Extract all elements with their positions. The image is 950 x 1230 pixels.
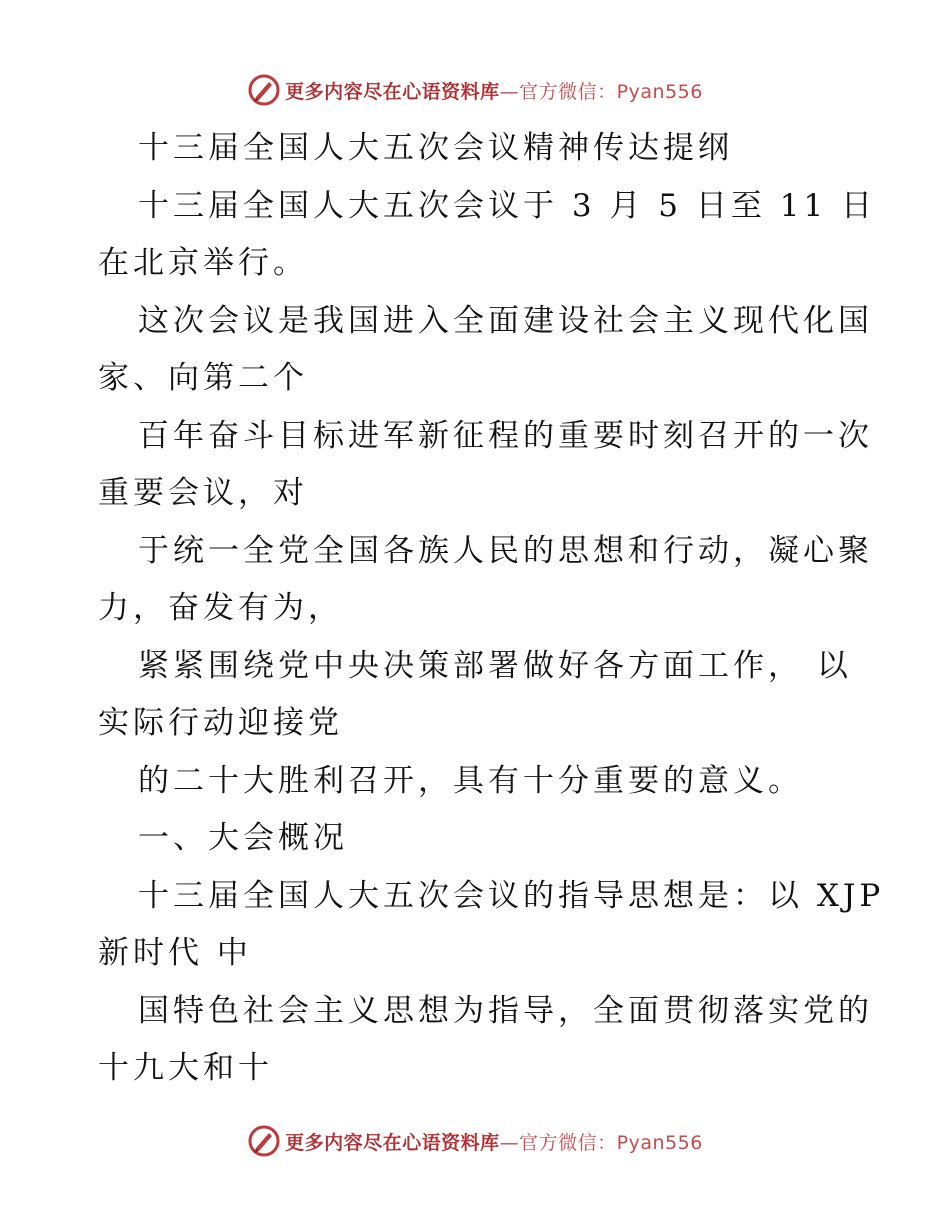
watermark-rest: —官方微信：Pyan556 xyxy=(499,1131,703,1154)
text-line: 国特色社会主义思想为指导，全面贯彻落实党的 xyxy=(138,992,873,1029)
text-line: 十三届全国人大五次会议于 3 月 5 日至 11 日 xyxy=(138,187,877,224)
pen-logo-icon xyxy=(247,73,281,107)
pen-logo-icon xyxy=(247,1124,281,1158)
text-line: 于统一全党全国各族人民的思想和行动，凝心聚 xyxy=(138,532,873,569)
section-heading xyxy=(98,810,858,868)
paragraph xyxy=(98,178,877,293)
text-line: 家、向第二个 xyxy=(98,360,308,396)
text-line: 重要会议，对 xyxy=(98,475,308,511)
paragraph xyxy=(98,523,873,638)
paragraph xyxy=(98,638,858,753)
text-line: 一、大会概况 xyxy=(138,820,348,856)
text-line: 力，奋发有为， xyxy=(98,590,343,626)
document-body xyxy=(98,120,885,1098)
watermark-rest: —官方微信：Pyan556 xyxy=(499,80,703,103)
text-line: 百年奋斗目标进军新征程的重要时刻召开的一次 xyxy=(138,417,873,454)
text-line: 十九大和十 xyxy=(98,1050,273,1086)
text-line: 新时代 中 xyxy=(98,935,252,971)
watermark-text xyxy=(285,1128,703,1155)
text-line: 的二十大胜利召开，具有十分重要的意义。 xyxy=(138,762,803,799)
watermark-text xyxy=(285,77,703,104)
paragraph xyxy=(98,753,858,811)
paragraph xyxy=(98,868,885,983)
text-line: 实际行动迎接党 xyxy=(98,705,343,741)
doc-title xyxy=(98,120,858,178)
watermark-banner-top xyxy=(0,70,950,110)
paragraph xyxy=(98,983,873,1098)
text-line: 紧紧围绕党中央决策部署做好各方面工作， 以 xyxy=(138,647,852,684)
watermark-main: 更多内容尽在心语资料库 xyxy=(285,80,500,103)
text-line: 这次会议是我国进入全面建设社会主义现代化国 xyxy=(138,302,873,339)
text-line: 十三届全国人大五次会议的指导思想是：以 XJP xyxy=(138,877,885,914)
text-line: 在北京举行。 xyxy=(98,245,308,281)
text-line: 十三届全国人大五次会议精神传达提纲 xyxy=(138,130,733,166)
watermark-main: 更多内容尽在心语资料库 xyxy=(285,1131,500,1154)
paragraph xyxy=(98,408,873,523)
watermark-banner-bottom xyxy=(0,1121,950,1161)
paragraph xyxy=(98,293,873,408)
